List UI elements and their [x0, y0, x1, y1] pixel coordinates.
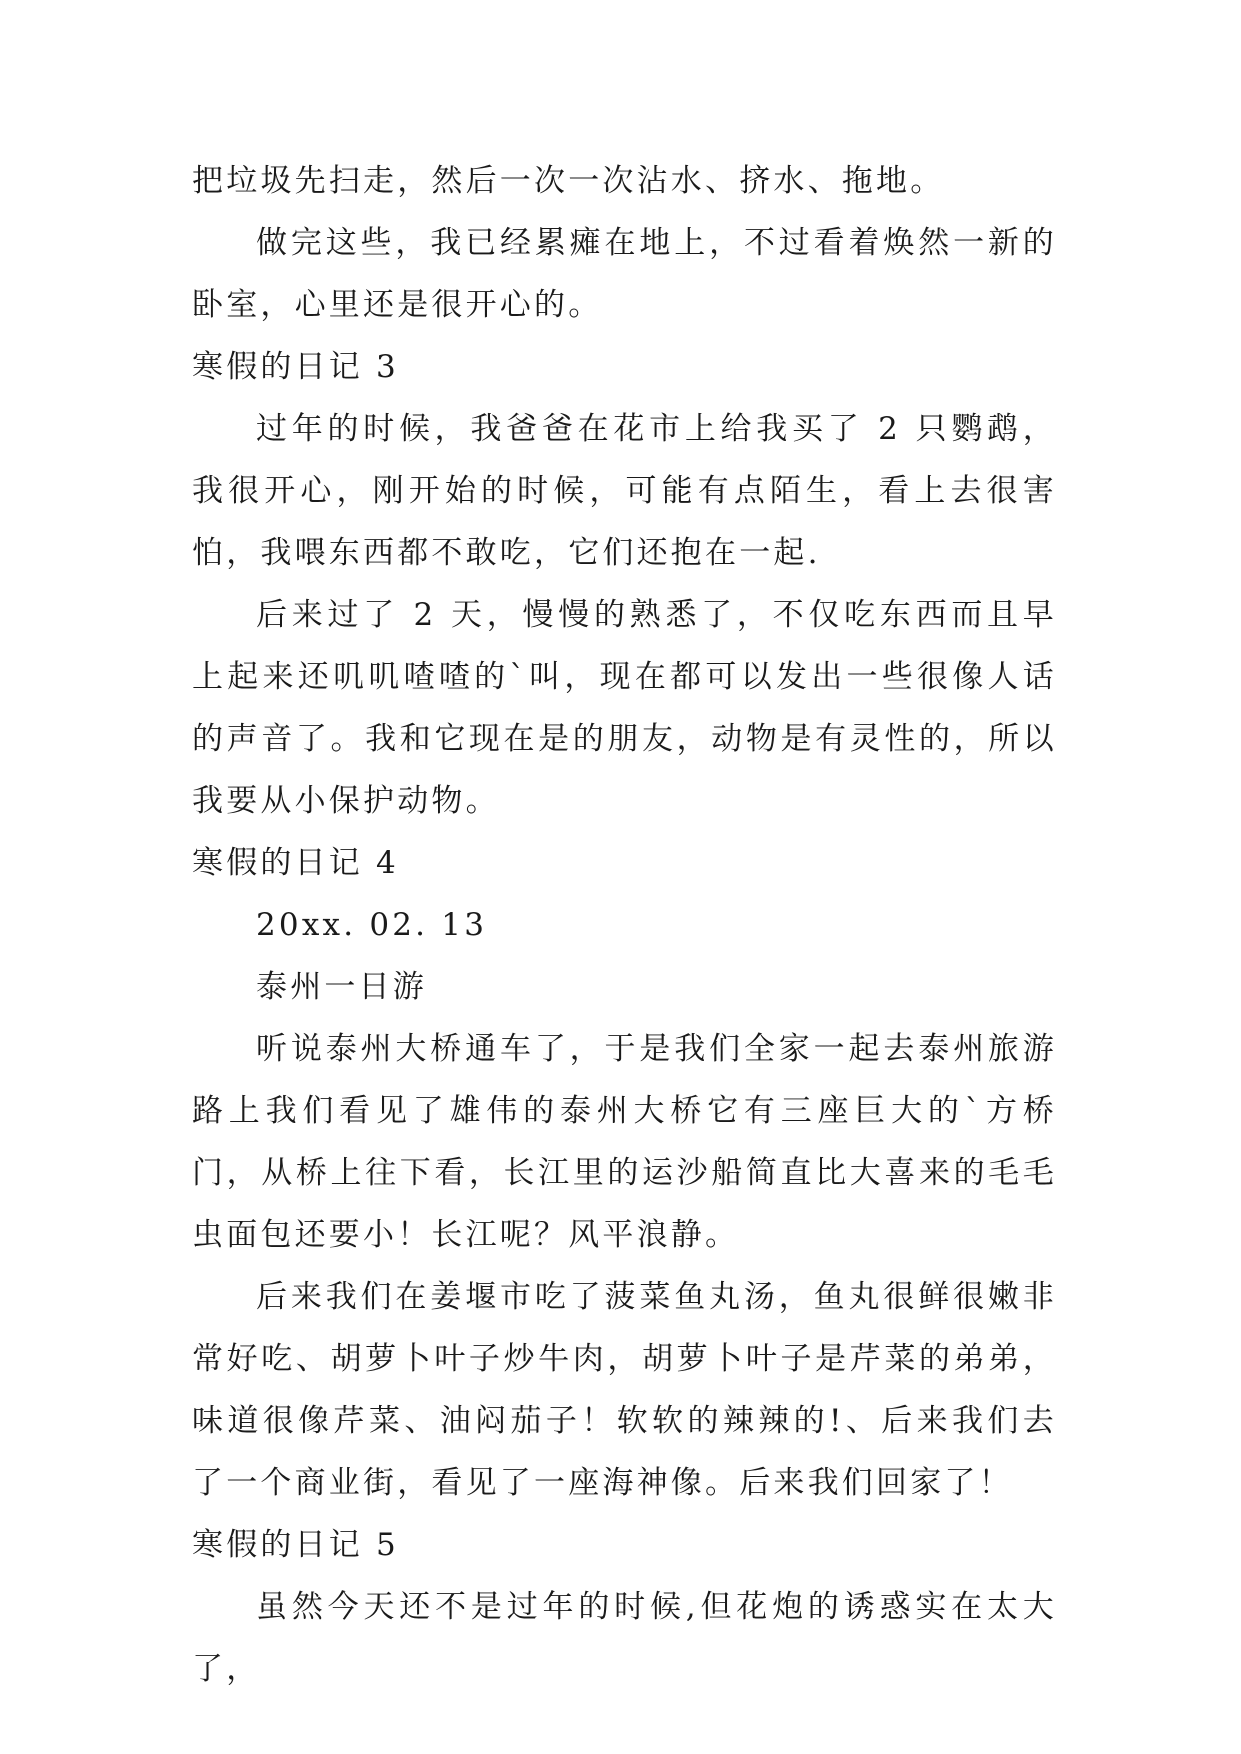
paragraph: 后来过了 2 天，慢慢的熟悉了，不仅吃东西而且早上起来还叽叽喳喳的`叫，现在都可以发出一些很像人话的声音了。我和它现在是的朋友，动物是有灵性的，所以我要从小保护动物。 — [192, 597, 1057, 819]
paragraph: 后来我们在姜堰市吃了菠菜鱼丸汤，鱼丸很鲜很嫩非常好吃、胡萝卜叶子炒牛肉，胡萝卜叶子是芹菜的弟弟，味道很像芹菜、油闷茄子！软软的辣辣的!、后来我们去了一个商业街，看见了一座海神像。后来我们回家了！ — [192, 1279, 1057, 1501]
entry-title: 寒假的日记 5 — [192, 1527, 399, 1563]
entry-title: 寒假的日记 3 — [192, 349, 399, 385]
document-body — [192, 150, 1057, 1700]
entry-date: 20xx. 02. 13 — [256, 907, 488, 943]
paragraph: 做完这些，我已经累瘫在地上，不过看着焕然一新的卧室，心里还是很开心的。 — [192, 225, 1057, 323]
paragraph: 虽然今天还不是过年的时候,但花炮的诱惑实在太大了， — [192, 1589, 1057, 1687]
paragraph: 过年的时候，我爸爸在花市上给我买了 2 只鹦鹉，我很开心，刚开始的时候，可能有点陌生，看上去很害怕，我喂东西都不敢吃，它们还抱在一起. — [192, 411, 1057, 571]
entry-title: 寒假的日记 4 — [192, 845, 399, 881]
entry-subtitle: 泰州一日游 — [256, 969, 427, 1005]
paragraph: 把垃圾先扫走，然后一次一次沾水、挤水、拖地。 — [192, 163, 945, 199]
paragraph: 听说泰州大桥通车了，于是我们全家一起去泰州旅游路上我们看见了雄伟的泰州大桥它有三座巨大的`方桥门，从桥上往下看，长江里的运沙船简直比大喜来的毛毛虫面包还要小！长江呢？风平浪静。 — [192, 1031, 1057, 1253]
